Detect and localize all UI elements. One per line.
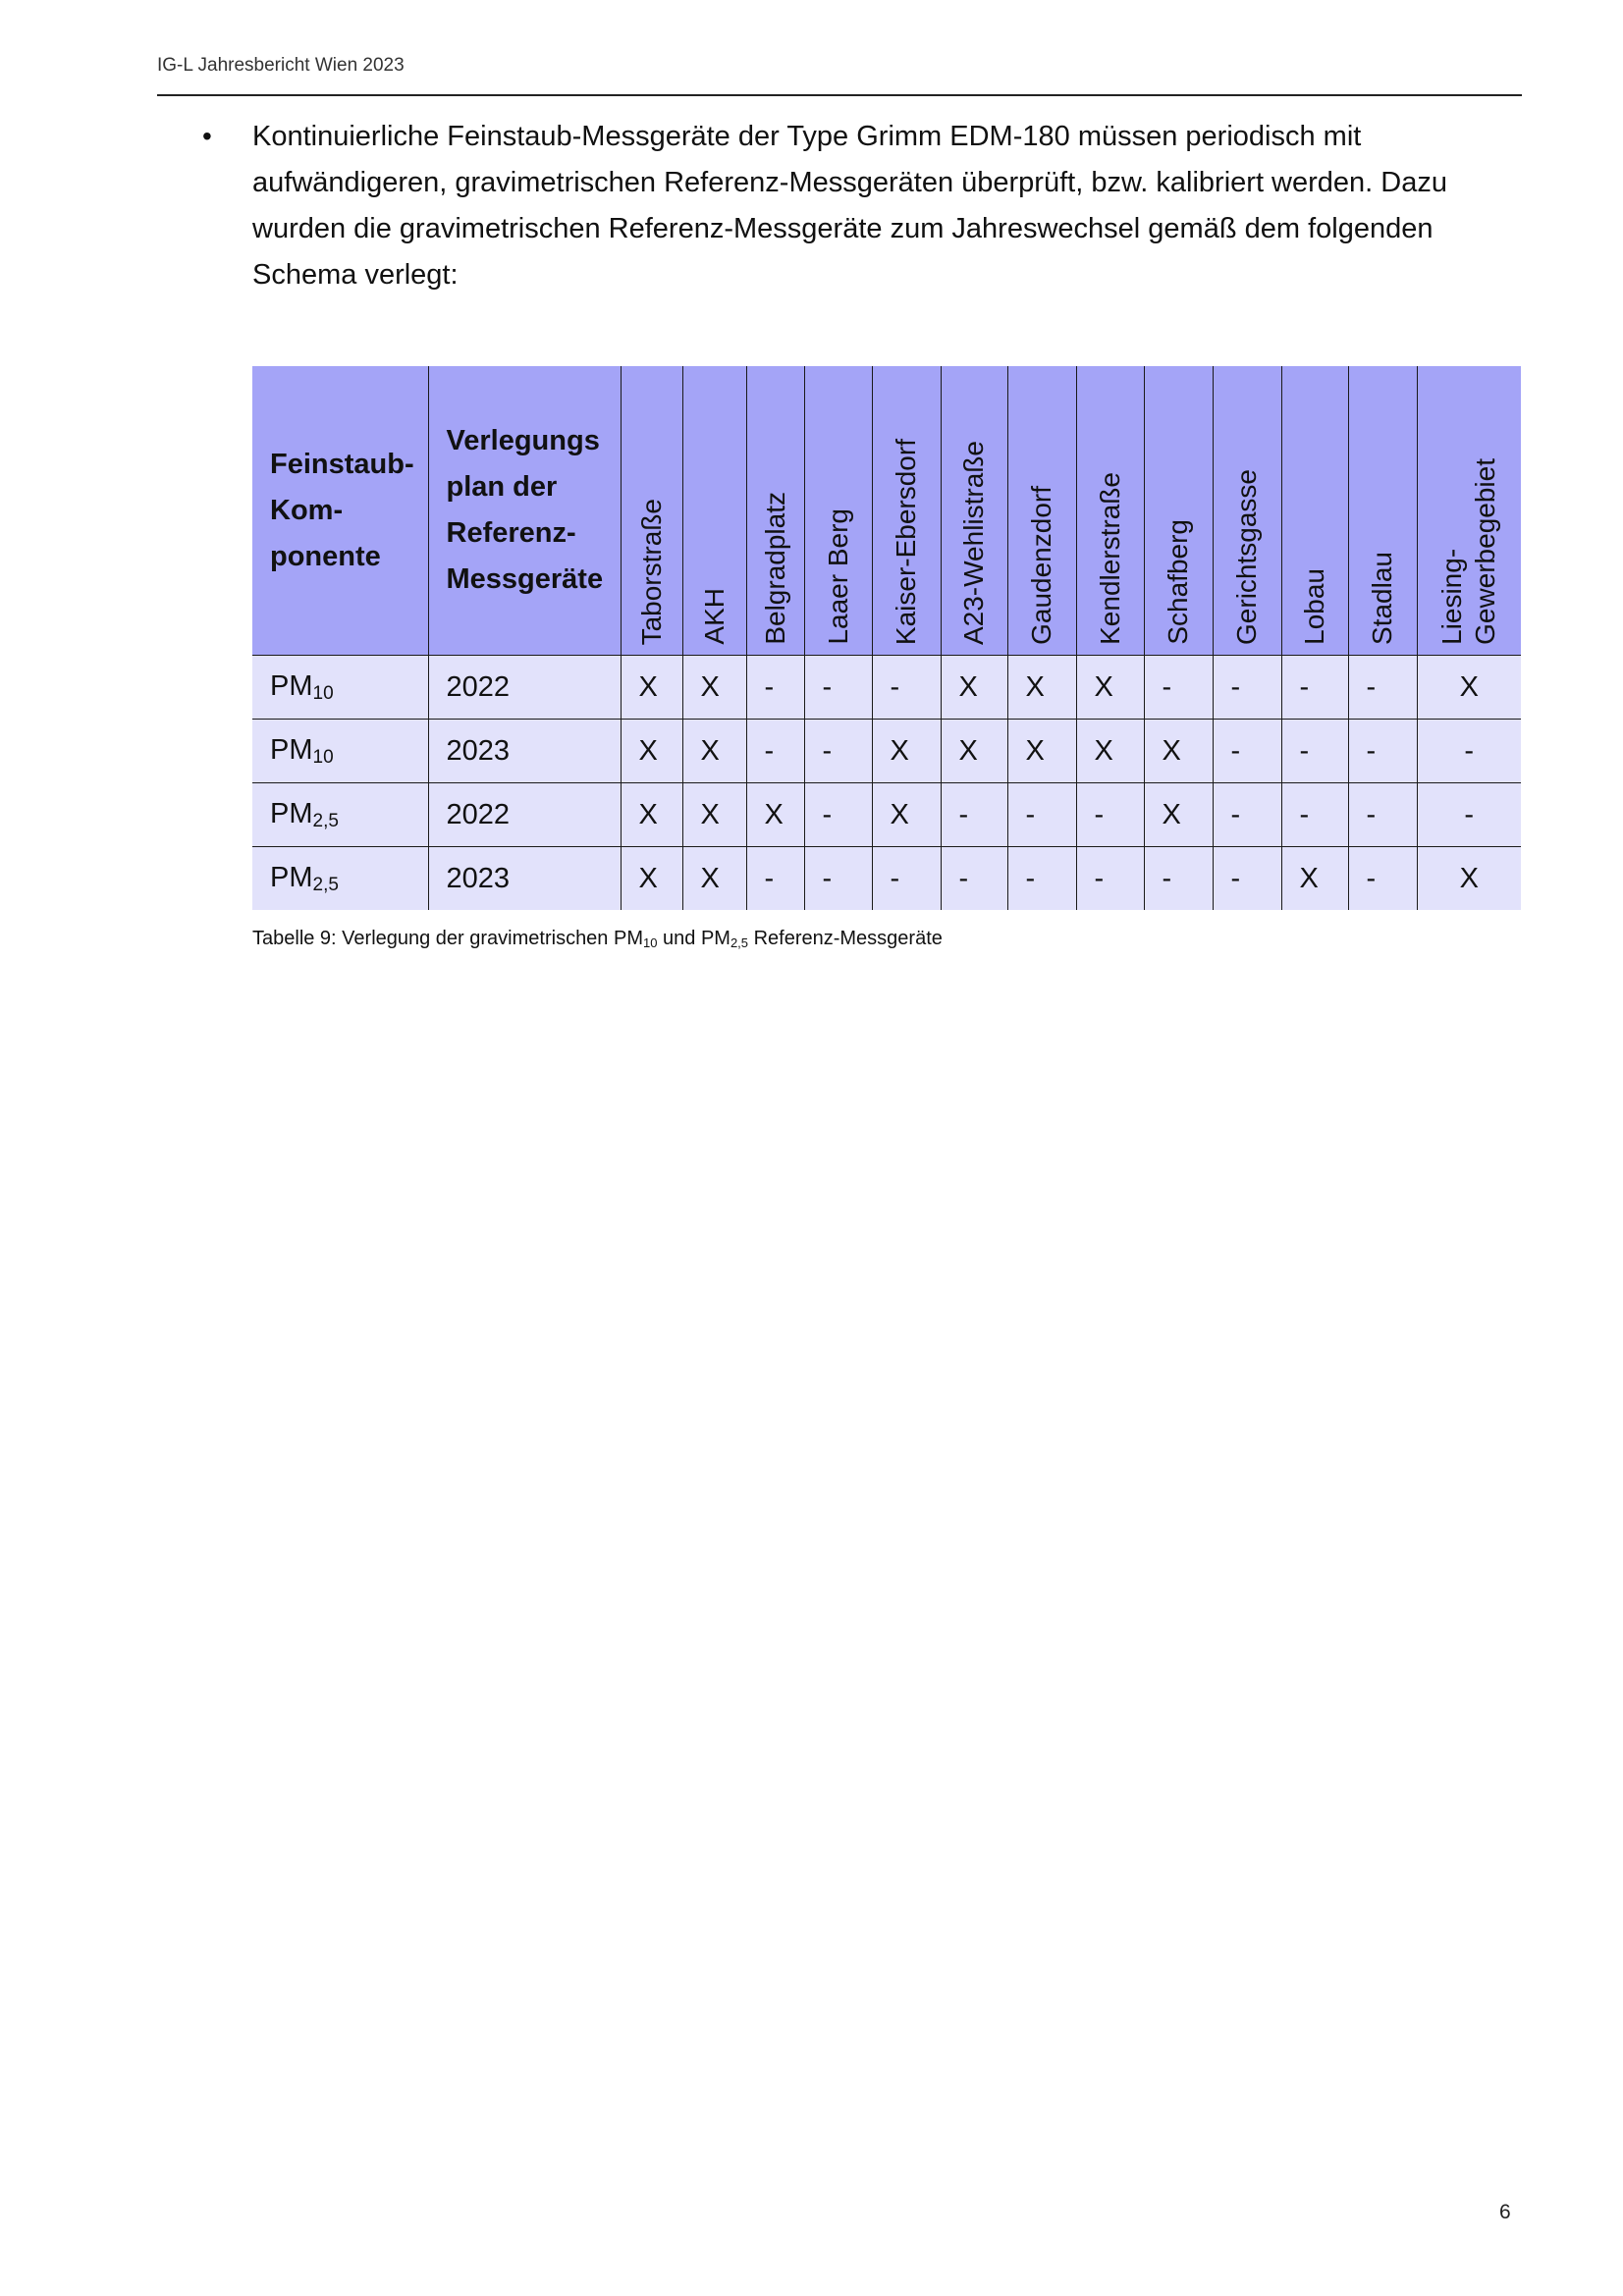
header-station bbox=[1076, 366, 1144, 656]
bullet-text bbox=[252, 114, 1529, 298]
mark-cell: X bbox=[621, 847, 682, 911]
mark-cell: - bbox=[1348, 783, 1417, 847]
station-label: Kaiser-Ebersdorf bbox=[891, 438, 921, 645]
year-cell: 2023 bbox=[428, 720, 621, 783]
mark-cell: - bbox=[804, 847, 872, 911]
mark-cell: X bbox=[872, 720, 941, 783]
header-station bbox=[1144, 366, 1213, 656]
bullet-dot-icon: • bbox=[202, 121, 212, 151]
mark-cell: X bbox=[1144, 783, 1213, 847]
component-subscript: 10 bbox=[312, 682, 334, 704]
mark-cell: X bbox=[621, 656, 682, 720]
component-cell bbox=[252, 720, 428, 783]
mark-cell: - bbox=[1213, 783, 1281, 847]
header-station bbox=[872, 366, 941, 656]
mark-cell: X bbox=[1076, 720, 1144, 783]
mark-cell: X bbox=[621, 720, 682, 783]
station-label: Schafberg bbox=[1163, 519, 1193, 645]
caption-sub: 2,5 bbox=[730, 935, 749, 950]
mark-cell: X bbox=[941, 656, 1007, 720]
running-header: IG-L Jahresbericht Wien 2023 bbox=[157, 55, 405, 76]
header-plan bbox=[428, 366, 621, 656]
relocation-table bbox=[252, 366, 1521, 910]
component-subscript: 2,5 bbox=[312, 810, 339, 831]
mark-cell: X bbox=[1076, 656, 1144, 720]
component-subscript: 2,5 bbox=[312, 874, 339, 895]
mark-cell: - bbox=[1076, 847, 1144, 911]
station-label: Gerichtsgasse bbox=[1231, 469, 1262, 645]
header-rule bbox=[157, 94, 1522, 96]
mark-cell: - bbox=[1007, 783, 1076, 847]
mark-cell: - bbox=[872, 656, 941, 720]
mark-cell: X bbox=[682, 783, 746, 847]
mark-cell: - bbox=[1281, 720, 1348, 783]
header-station bbox=[1281, 366, 1348, 656]
component-name: PM bbox=[270, 733, 313, 766]
component-name: PM bbox=[270, 669, 313, 702]
station-label-line: Gewerbegebiet bbox=[1470, 458, 1501, 645]
station-label: Stadlau bbox=[1367, 552, 1397, 645]
mark-cell: X bbox=[1007, 656, 1076, 720]
component-name: PM bbox=[270, 797, 313, 829]
header-line: Referenz- bbox=[446, 517, 576, 549]
mark-cell: X bbox=[621, 783, 682, 847]
mark-cell: X bbox=[1417, 656, 1521, 720]
station-label: Belgradplatz bbox=[759, 492, 790, 645]
mark-cell: X bbox=[1007, 720, 1076, 783]
mark-cell: - bbox=[804, 783, 872, 847]
header-station bbox=[1007, 366, 1076, 656]
caption-suffix: Referenz-Messgeräte bbox=[748, 928, 943, 949]
mark-cell: X bbox=[746, 783, 804, 847]
table-caption bbox=[252, 928, 943, 950]
page-number: 6 bbox=[1499, 2201, 1511, 2223]
station-label: Lobau bbox=[1299, 568, 1329, 645]
component-cell bbox=[252, 783, 428, 847]
bullet-line: Kontinuierliche Feinstaub-Messgeräte der Type Grimm EDM-180 müssen periodisch mit bbox=[252, 121, 1362, 152]
mark-cell: - bbox=[1417, 720, 1521, 783]
year-cell: 2022 bbox=[428, 783, 621, 847]
mark-cell: - bbox=[1144, 656, 1213, 720]
header-component bbox=[252, 366, 428, 656]
mark-cell: - bbox=[1281, 656, 1348, 720]
header-line: Verlegungs bbox=[446, 425, 600, 456]
mark-cell: - bbox=[804, 720, 872, 783]
mark-cell: - bbox=[941, 847, 1007, 911]
mark-cell: X bbox=[872, 783, 941, 847]
header-station bbox=[682, 366, 746, 656]
component-subscript: 10 bbox=[312, 746, 334, 768]
mark-cell: - bbox=[1007, 847, 1076, 911]
mark-cell: - bbox=[1417, 783, 1521, 847]
mark-cell: - bbox=[746, 720, 804, 783]
mark-cell: - bbox=[1076, 783, 1144, 847]
table-row bbox=[252, 720, 1521, 783]
header-station bbox=[941, 366, 1007, 656]
station-label: Laaer Berg bbox=[822, 508, 853, 645]
station-label: AKH bbox=[698, 588, 730, 645]
station-label-line: Liesing- bbox=[1436, 548, 1468, 645]
year-cell: 2023 bbox=[428, 847, 621, 911]
caption-prefix: Tabelle 9: Verlegung der gravimetrischen PM bbox=[252, 928, 643, 949]
caption-middle: und PM bbox=[657, 928, 730, 949]
header-station bbox=[621, 366, 682, 656]
mark-cell: X bbox=[1417, 847, 1521, 911]
mark-cell: - bbox=[872, 847, 941, 911]
station-label: A23-Wehlistraße bbox=[958, 440, 989, 645]
header-line: Feinstaub- bbox=[270, 448, 414, 480]
bullet-line: Schema verlegt: bbox=[252, 259, 459, 291]
header-line: plan der bbox=[446, 471, 558, 503]
mark-cell: X bbox=[682, 656, 746, 720]
mark-cell: - bbox=[1213, 720, 1281, 783]
table-row bbox=[252, 847, 1521, 911]
bullet-line: wurden die gravimetrischen Referenz-Messgeräte zum Jahreswechsel gemäß dem folgenden bbox=[252, 213, 1434, 244]
mark-cell: X bbox=[1144, 720, 1213, 783]
table-header-row bbox=[252, 366, 1521, 656]
mark-cell: X bbox=[1281, 847, 1348, 911]
mark-cell: - bbox=[1348, 847, 1417, 911]
station-label: Taborstraße bbox=[635, 498, 667, 645]
station-label bbox=[1435, 458, 1502, 655]
mark-cell: - bbox=[746, 656, 804, 720]
header-station bbox=[1417, 366, 1521, 656]
table-row bbox=[252, 783, 1521, 847]
header-station bbox=[804, 366, 872, 656]
mark-cell: X bbox=[941, 720, 1007, 783]
header-line: Messgeräte bbox=[446, 563, 604, 595]
header-line: Kom- bbox=[270, 494, 344, 526]
mark-cell: - bbox=[1348, 656, 1417, 720]
header-station bbox=[1348, 366, 1417, 656]
year-cell: 2022 bbox=[428, 656, 621, 720]
header-station bbox=[746, 366, 804, 656]
mark-cell: - bbox=[804, 656, 872, 720]
bullet-line: aufwändigeren, gravimetrischen Referenz-Messgeräten überprüft, bzw. kalibriert werden. Dazu bbox=[252, 167, 1447, 198]
mark-cell: - bbox=[1213, 656, 1281, 720]
mark-cell: X bbox=[682, 847, 746, 911]
table-row bbox=[252, 656, 1521, 720]
mark-cell: - bbox=[1281, 783, 1348, 847]
header-station bbox=[1213, 366, 1281, 656]
table-body bbox=[252, 656, 1521, 911]
mark-cell: X bbox=[682, 720, 746, 783]
component-cell bbox=[252, 656, 428, 720]
station-label: Gaudenzdorf bbox=[1026, 486, 1056, 645]
component-name: PM bbox=[270, 861, 313, 893]
caption-sub: 10 bbox=[643, 935, 658, 950]
mark-cell: - bbox=[1213, 847, 1281, 911]
component-cell bbox=[252, 847, 428, 911]
mark-cell: - bbox=[1144, 847, 1213, 911]
mark-cell: - bbox=[746, 847, 804, 911]
mark-cell: - bbox=[941, 783, 1007, 847]
station-label: Kendlerstraße bbox=[1094, 472, 1125, 645]
mark-cell: - bbox=[1348, 720, 1417, 783]
header-line: ponente bbox=[270, 540, 381, 572]
